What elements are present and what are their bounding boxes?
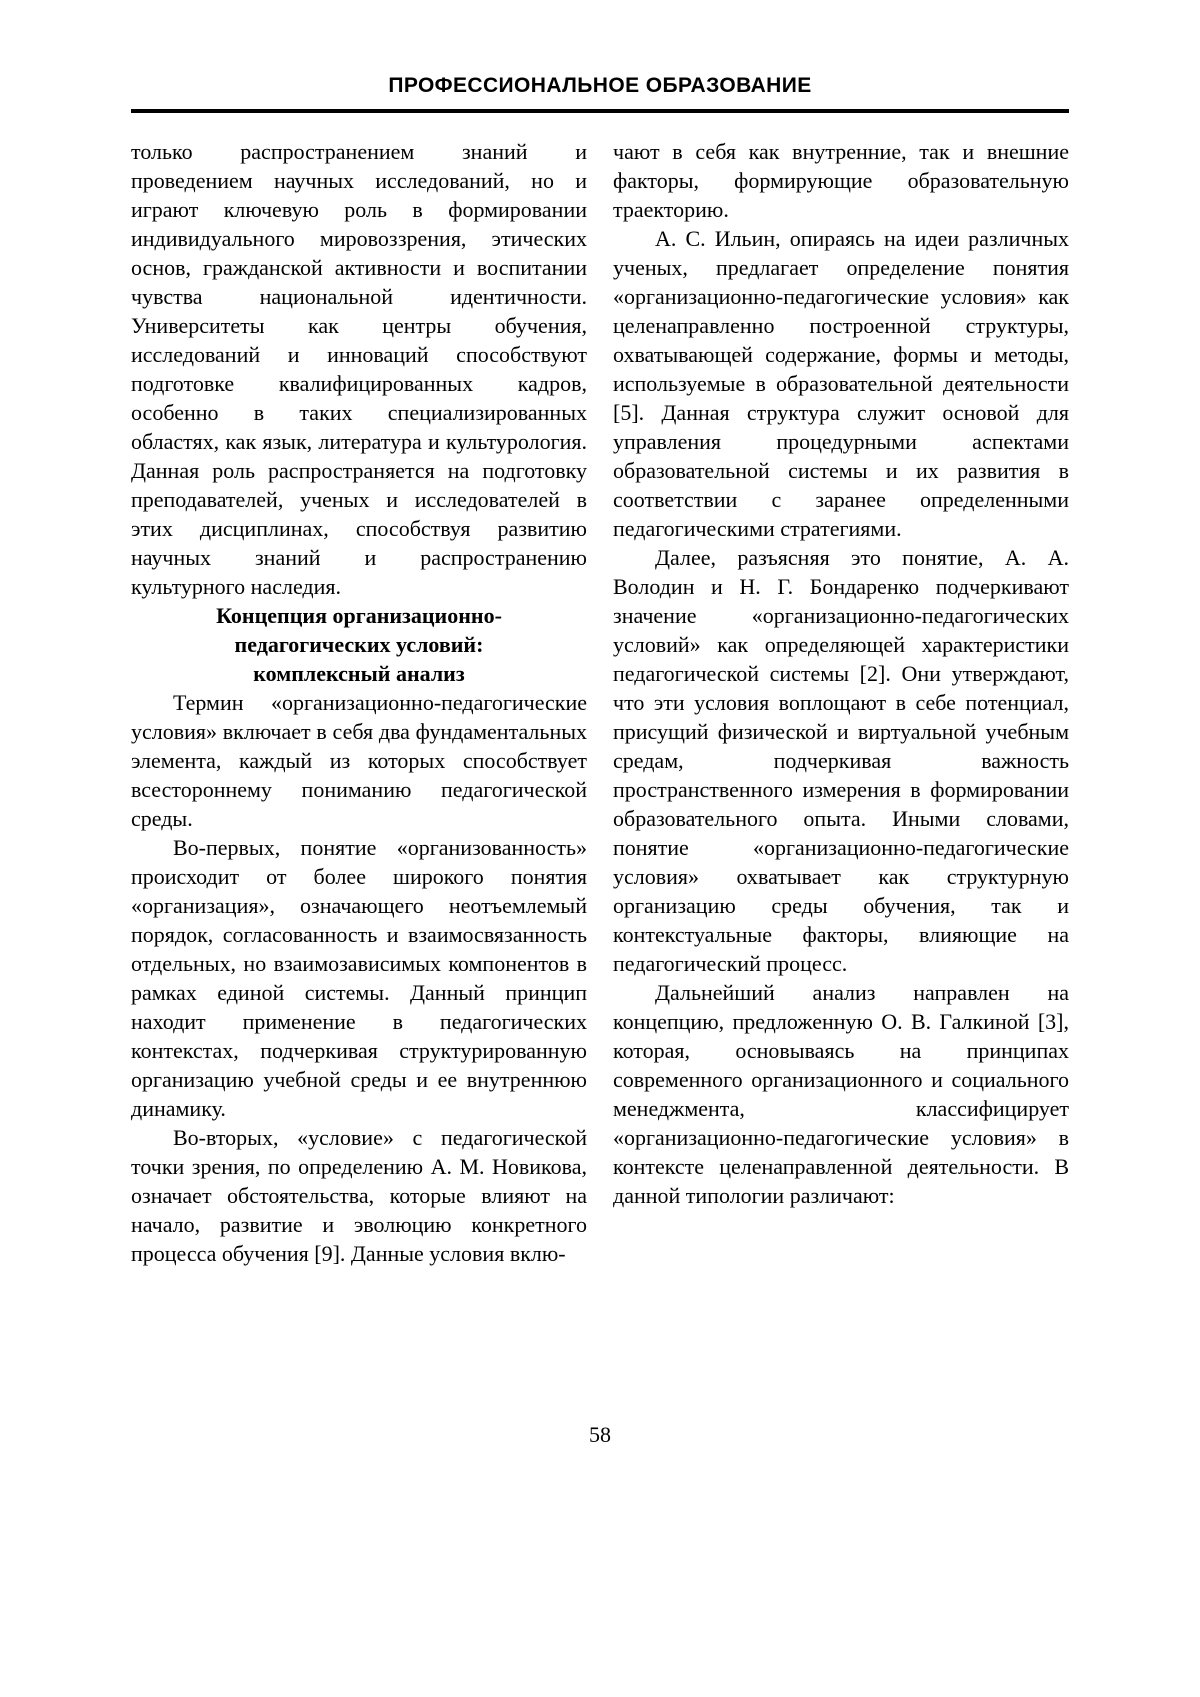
page-number: 58 xyxy=(589,1422,611,1447)
section-heading-line: комплексный анализ xyxy=(253,661,465,686)
paragraph: Во-вторых, «условие» с педагогической точки зрения, по определению А. М. Новикова, означает обстоятельства, которые влияют на начало, развитие и эволюцию конкретного процесса обучения [9]. Данные условия вклю- xyxy=(131,1125,587,1266)
header-divider xyxy=(131,109,1069,113)
left-column xyxy=(131,137,587,1268)
paragraph-continuation: чают в себя как внутренние, так и внешние факторы, формирующие образовательную траекторию. xyxy=(613,139,1069,222)
paragraph: Далее, разъясняя это понятие, А. А. Володин и Н. Г. Бондаренко подчеркивают значение «организационно-педагогических условий» как определяющей характеристики педагогической системы [2]. Они утверждают, что эти условия воплощают в себе потенциал, присущий физической и виртуальной учебным средам, подчеркивая важность пространственного измерения в формировании образовательного опыта. Иными словами, понятие «организационно-педагогические условия» охватывает как структурную организацию среды обучения, так и контекстуальные факторы, влияющие на педагогический процесс. xyxy=(613,545,1069,976)
text-columns xyxy=(131,137,1069,1268)
paragraph: Во-первых, понятие «организованность» происходит от более широкого понятия «организация», означающего неотъемлемый порядок, согласованность и взаимосвязанность отдельных, но взаимозависимых компонентов в рамках единой системы. Данный принцип находит применение в педагогических контекстах, подчеркивая структурированную организацию учебной среды и ее внутреннюю динамику. xyxy=(131,835,587,1121)
paragraph-continuation: только распространением знаний и проведением научных исследований, но и играют ключевую роль в формировании индивидуального мировоззрения, этических основ, гражданской активности и воспитании чувства национальной идентичности. Университеты как центры обучения, исследований и инноваций способствуют подготовке квалифицированных кадров, особенно в таких специализированных областях, как язык, литература и культурология. Данная роль распространяется на подготовку преподавателей, ученых и исследователей в этих дисциплинах, способствуя развитию научных знаний и распространению культурного наследия. xyxy=(131,139,587,599)
section-heading-line: Концепция организационно- xyxy=(216,603,502,628)
section-heading-line: педагогических условий: xyxy=(234,632,484,657)
journal-section-title: ПРОФЕССИОНАЛЬНОЕ ОБРАЗОВАНИЕ xyxy=(388,74,812,97)
paragraph: Дальнейший анализ направлен на концепцию, предложенную О. В. Галкиной [3], которая, основываясь на принципах современного организационного и социального менеджмента, классифицирует «организационно-педагогические условия» в контексте целенаправленной деятельности. В данной типологии различают: xyxy=(613,980,1069,1208)
right-column xyxy=(613,137,1069,1268)
paragraph: Термин «организационно-педагогические условия» включает в себя два фундаментальных элемента, каждый из которых способствует всестороннему пониманию педагогической среды. xyxy=(131,690,587,831)
section-heading xyxy=(131,601,587,688)
paragraph: А. С. Ильин, опираясь на идеи различных ученых, предлагает определение понятия «организационно-педагогические условия» как целенаправленно построенной структуры, охватывающей содержание, формы и методы, используемые в образовательной деятельности [5]. Данная структура служит основой для управления процедурными аспектами образовательной системы и их развития в соответствии с заранее определенными педагогическими стратегиями. xyxy=(613,226,1069,541)
